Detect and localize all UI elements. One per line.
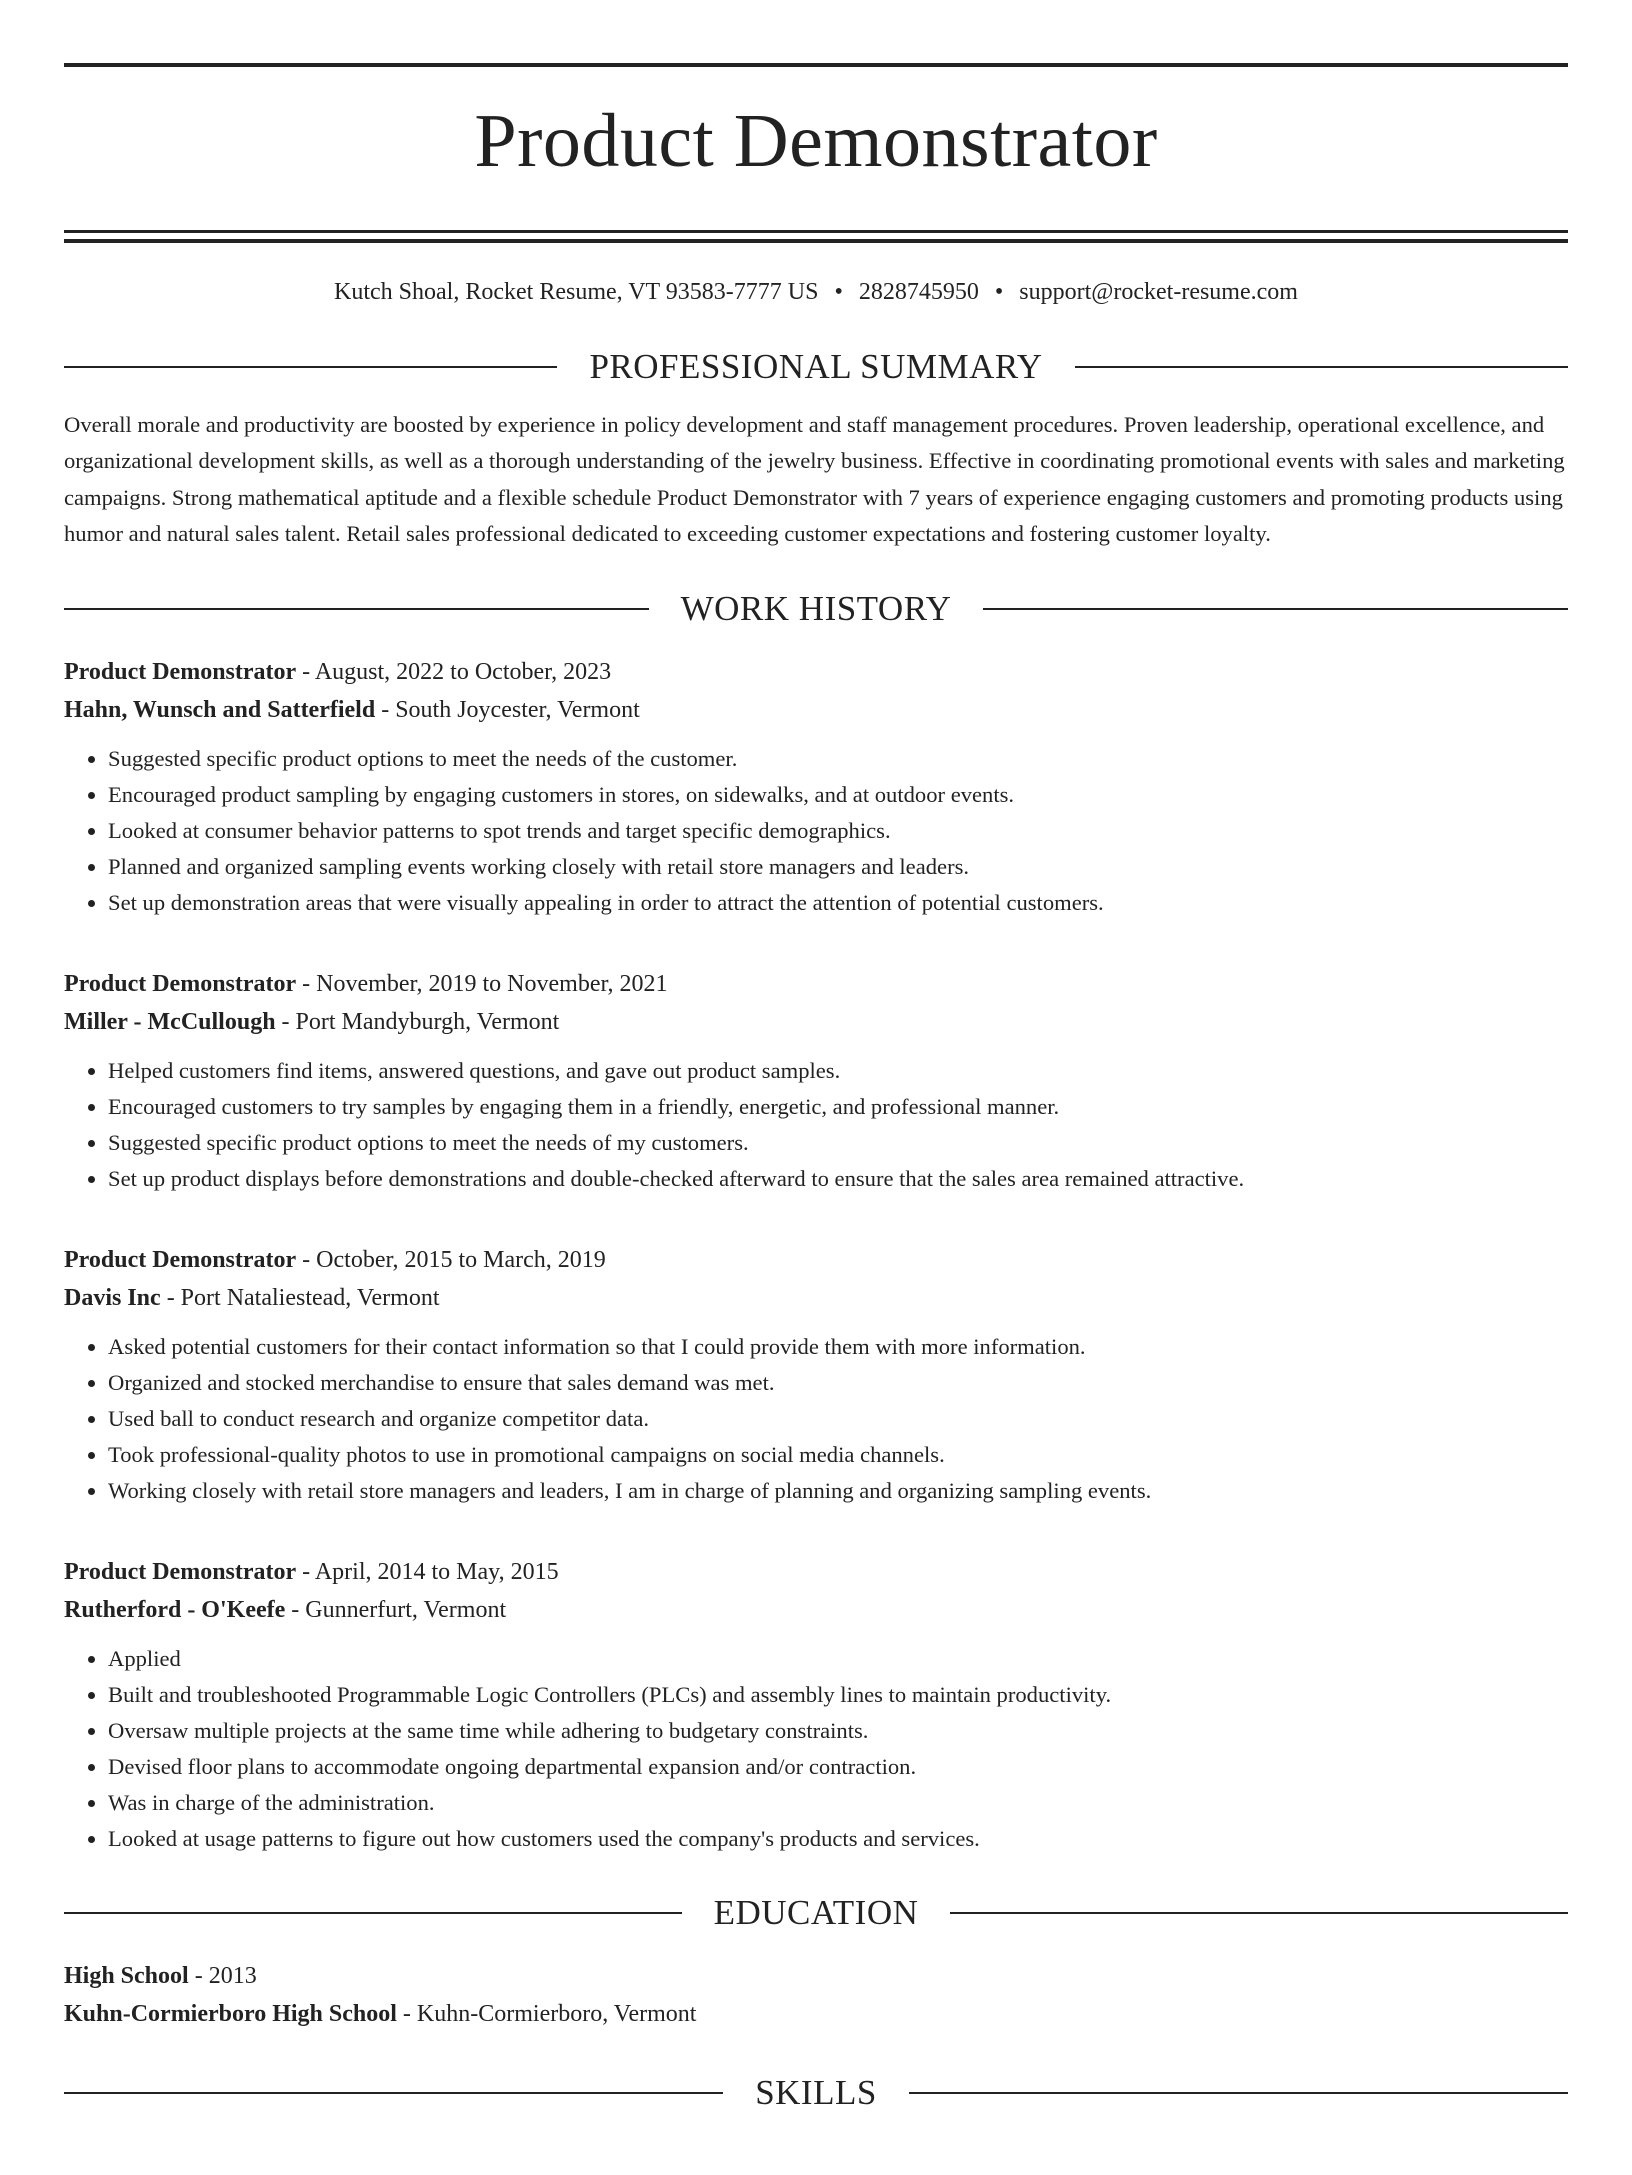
job-bullet: • Suggested specific product options to meet the needs of my customers. [108,1125,1568,1161]
job-company: Davis Inc [64,1284,161,1311]
section-title-skills: SKILLS [755,2072,877,2112]
job-bullet: • Used ball to conduct research and organize competitor data. [108,1401,1568,1437]
job-bullet: • Took professional-quality photos to use in promotional campaigns on social media channels. [108,1437,1568,1473]
heading-rule-right [1075,366,1568,368]
job-dates: - August, 2022 to October, 2023 [296,658,612,685]
education-location: - Kuhn-Cormierboro, Vermont [396,2000,697,2027]
job-bullet: • Working closely with retail store managers and leaders, I am in charge of planning and organizing sampling events. [108,1473,1568,1509]
job-dates: - October, 2015 to March, 2019 [296,1246,606,1273]
job-bullet: • Set up demonstration areas that were visually appealing in order to attract the attention of potential customers. [108,885,1568,921]
job-bullet: • Looked at consumer behavior patterns to spot trends and target specific demographics. [108,813,1568,849]
section-heading-education [64,1893,1568,1933]
job-bullet: • Built and troubleshooted Programmable Logic Controllers (PLCs) and assembly lines to maintain productivity. [108,1677,1568,1713]
education-school: Kuhn-Cormierboro High School [64,2000,397,2027]
education-entry [64,1957,1568,2033]
job-bullet: • Set up product displays before demonstrations and double-checked afterward to ensure that the sales area remained attractive. [108,1161,1568,1197]
heading-rule-left [64,2092,723,2094]
page-title: Product Demonstrator [474,99,1158,183]
contact-email: support@rocket-resume.com [1019,278,1298,305]
job-entry [64,653,1568,921]
heading-rule-right [983,608,1568,610]
job-bullet: • Devised floor plans to accommodate ongoing departmental expansion and/or contraction. [108,1749,1568,1785]
job-company-line [64,1591,1568,1629]
job-location: - South Joycester, Vermont [375,696,640,723]
section-title-summary: PROFESSIONAL SUMMARY [589,346,1043,386]
job-company-line [64,691,1568,729]
top-rule [64,63,1568,67]
education-school-line [64,1995,1568,2033]
job-bullets [64,741,1568,921]
job-location: - Gunnerfurt, Vermont [285,1596,507,1623]
heading-rule-right [909,2092,1568,2094]
contact-phone: 2828745950 [858,278,979,305]
section-heading-work [64,589,1568,629]
job-dates: - April, 2014 to May, 2015 [296,1558,559,1585]
job-title-line [64,965,1568,1003]
job-entry [64,1553,1568,1857]
resume-page [64,63,1568,2113]
job-bullet: • Was in charge of the administration. [108,1785,1568,1821]
section-title-education: EDUCATION [713,1892,919,1932]
job-title: Product Demonstrator [64,1558,297,1585]
job-bullets [64,1329,1568,1509]
heading-rule-right [950,1912,1568,1914]
section-title-work: WORK HISTORY [680,588,952,628]
job-bullets [64,1053,1568,1197]
job-bullet: • Encouraged customers to try samples by engaging them in a friendly, energetic, and professional manner. [108,1089,1568,1125]
job-location: - Port Nataliestead, Vermont [160,1284,440,1311]
education-degree-line [64,1957,1568,1995]
job-title: Product Demonstrator [64,658,297,685]
education-degree: High School [64,1962,189,1989]
job-bullet: • Organized and stocked merchandise to ensure that sales demand was met. [108,1365,1568,1401]
job-bullet: • Looked at usage patterns to figure out how customers used the company's products and services. [108,1821,1568,1857]
job-title-line [64,1241,1568,1279]
heading-rule-left [64,608,649,610]
contact-separator: • [834,278,843,305]
title-double-rule [64,230,1568,243]
job-bullet: • Applied [108,1641,1568,1677]
job-company: Hahn, Wunsch and Satterfield [64,696,376,723]
job-bullet: • Oversaw multiple projects at the same time while adhering to budgetary constraints. [108,1713,1568,1749]
section-heading-summary [64,347,1568,387]
job-dates: - November, 2019 to November, 2021 [296,970,668,997]
job-title-line [64,653,1568,691]
job-bullets [64,1641,1568,1857]
heading-rule-left [64,366,557,368]
job-bullet: • Planned and organized sampling events working closely with retail store managers and leaders. [108,849,1568,885]
job-title: Product Demonstrator [64,970,297,997]
job-location: - Port Mandyburgh, Vermont [275,1008,560,1035]
job-company: Rutherford - O'Keefe [64,1596,286,1623]
job-company-line [64,1003,1568,1041]
heading-rule-left [64,1912,682,1914]
job-company: Miller - McCullough [64,1008,276,1035]
job-bullet: • Asked potential customers for their contact information so that I could provide them with more information. [108,1329,1568,1365]
job-entry [64,965,1568,1197]
contact-separator: • [994,278,1004,305]
job-bullet: • Encouraged product sampling by engaging customers in stores, on sidewalks, and at outdoor events. [108,777,1568,813]
contact-line [64,277,1568,307]
job-entry [64,1241,1568,1509]
job-bullet: • Suggested specific product options to meet the needs of the customer. [108,741,1568,777]
contact-address: Kutch Shoal, Rocket Resume, VT 93583-7777 US [334,278,819,305]
job-title: Product Demonstrator [64,1246,297,1273]
job-bullet: • Helped customers find items, answered questions, and gave out product samples. [108,1053,1568,1089]
section-heading-skills [64,2073,1568,2113]
job-title-line [64,1553,1568,1591]
job-company-line [64,1279,1568,1317]
education-year: - 2013 [188,1962,257,1989]
summary-text: Overall morale and productivity are boosted by experience in policy development and staff management procedures. Proven leadership, operational excellence, and organizational development skills, as well as a thorough understanding of the jewelry business. Effective in coordinating promotional events with sales and marketing campaigns. Strong mathematical aptitude and a flexible schedule Product Demonstrator with 7 years of experience engaging customers and promoting products using humor and natural sales talent. Retail sales professional dedicated to exceeding customer expectations and fostering customer loyalty. [64,411,1565,547]
